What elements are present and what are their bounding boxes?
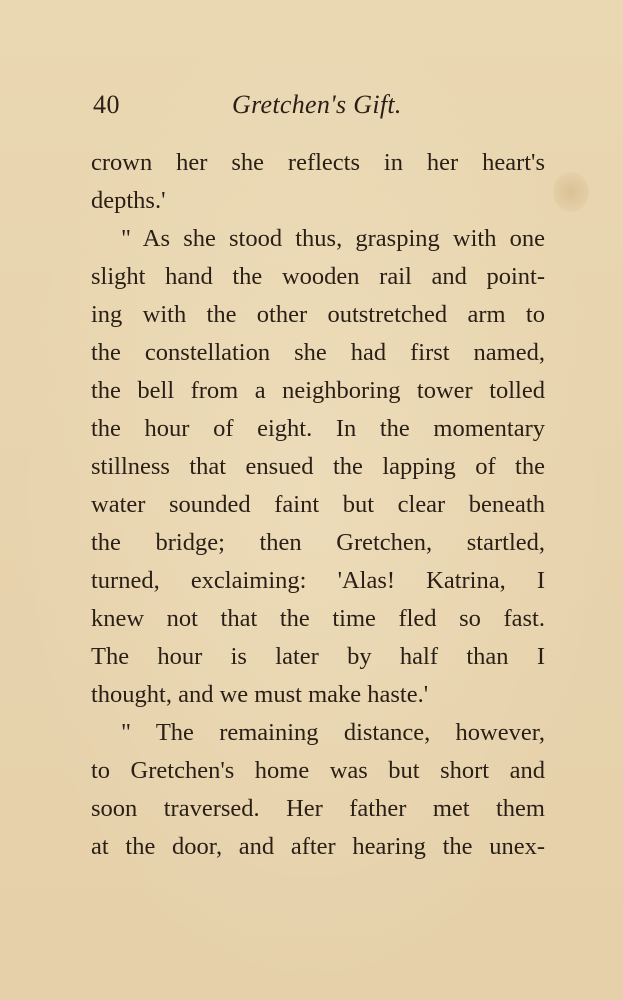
text-line: depths.' [91,187,166,214]
text-line: thought, and we must make haste.' [91,681,429,708]
page-number: 40 [93,90,120,119]
text-line: stillness that ensued the lapping of the [91,453,545,480]
text-line: crown her she reflects in her heart's [91,149,545,176]
paper-stain [553,172,589,212]
body-text [91,144,545,866]
text-line: " As she stood thus, grasping with one [121,225,545,252]
text-line: water sounded faint but clear beneath [91,491,545,518]
text-line: the bell from a neighboring tower tolled [91,377,545,404]
text-line: ing with the other outstretched arm to [91,301,545,328]
running-title: Gretchen's Gift. [232,90,402,119]
text-line: " The remaining distance, however, [121,719,545,746]
text-line: slight hand the wooden rail and point- [91,263,545,290]
text-line: the hour of eight. In the momentary [91,415,545,442]
text-line: The hour is later by half than I [91,643,545,670]
text-line: to Gretchen's home was but short and [91,757,545,784]
text-line: turned, exclaiming: 'Alas! Katrina, I [91,567,545,594]
text-line: at the door, and after hearing the unex- [91,833,545,860]
text-line: knew not that the time fled so fast. [91,605,545,632]
running-head [93,88,543,122]
text-line: soon traversed. Her father met them [91,795,545,822]
text-line: the bridge; then Gretchen, startled, [91,529,545,556]
text-line: the constellation she had first named, [91,339,545,366]
